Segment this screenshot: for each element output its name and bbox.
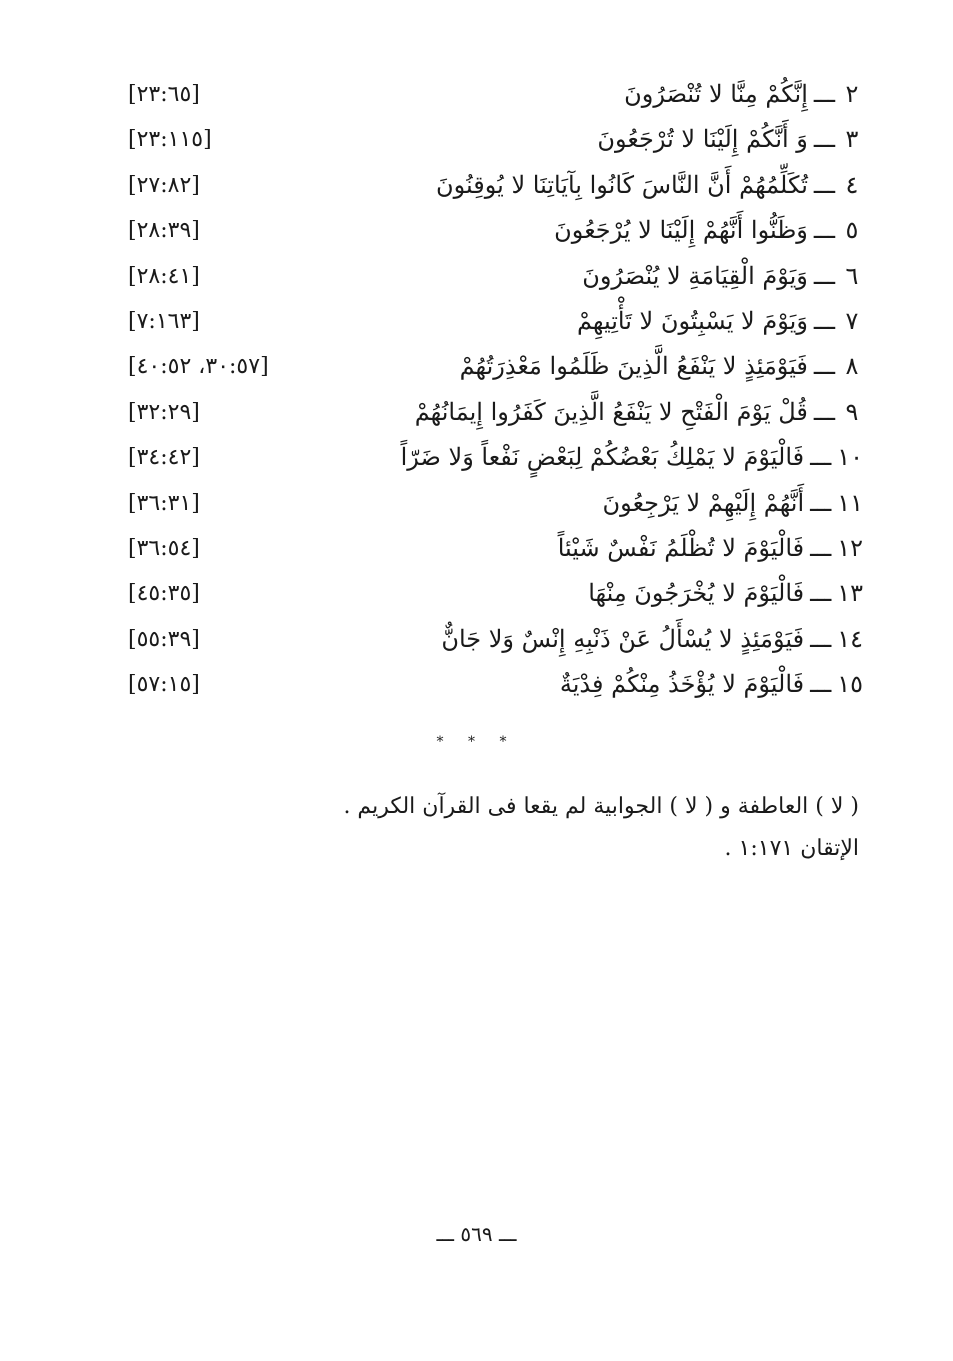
verse-line	[460, 344, 863, 389]
verse-text: فَالْيَوْمَ لا تُظْلَمُ نَفْسٌ شَيْئاً	[557, 533, 805, 562]
verse-reference: [٢٨:٣٩]	[128, 218, 200, 244]
verse-line	[401, 435, 863, 480]
verse-line	[436, 163, 863, 208]
verse-text: تُكَلِّمُهُمْ أَنَّ النَّاسَ كَانُوا بِآيَاتِنَا لا يُوقِنُونَ	[436, 170, 808, 199]
entry-number: ٢	[845, 80, 859, 108]
entry-number: ٥	[845, 216, 859, 245]
entry-number: ٦	[845, 261, 859, 290]
verse-reference: [٢٨:٤١]	[128, 263, 200, 289]
dash: ـــ	[813, 352, 835, 381]
dash: ـــ	[813, 170, 835, 199]
verse-line	[558, 526, 863, 571]
verse-text: فَالْيَوْمَ لا يُؤْخَذُ مِنْكُمْ فِدْيَةٌ	[559, 670, 805, 699]
entry-number: ٤	[845, 170, 859, 199]
verse-reference: [٧:١٦٣]	[128, 308, 200, 334]
verse-text: فَيَوْمَئِذٍ لا يَنْفَعُ الَّذِينَ ظَلَمُوا مَعْذِرَتُهُمْ	[459, 352, 808, 381]
list-item	[128, 163, 863, 208]
verse-reference: [٢٣:٦٥]	[128, 82, 200, 107]
verse-text: وَيَوْمَ لا يَسْبِتُونَ لا تَأْتِيهِمْ	[576, 306, 808, 335]
entry-number: ٨	[845, 352, 859, 381]
dash: ـــ	[813, 397, 835, 426]
verse-reference: [٣٤:٤٢]	[128, 445, 200, 471]
verse-line	[624, 72, 863, 117]
list-item	[128, 254, 863, 299]
verse-reference: [٣٠:٥٧، ٤٠:٥٢]	[128, 354, 269, 380]
dash: ـــ	[810, 443, 832, 472]
list-item	[128, 481, 863, 526]
verse-line	[577, 299, 863, 344]
dash: ـــ	[813, 306, 835, 335]
verse-reference: [٣٢:٢٩]	[128, 399, 200, 425]
verse-reference: [٢٧:٨٢]	[128, 172, 200, 198]
entry-number: ٧	[845, 306, 859, 335]
verse-text: فَيَوْمَئِذٍ لا يُسْأَلُ عَنْ ذَنْبِهِ إِنْسٌ وَلا جَانٌّ	[441, 624, 805, 653]
entry-number: ١١	[837, 488, 863, 517]
verse-reference: [٢٣:١١٥]	[128, 127, 212, 153]
entry-number: ١٢	[837, 533, 863, 562]
dash: ـــ	[810, 488, 832, 517]
entry-number: ١٠	[837, 443, 863, 472]
dash: ـــ	[810, 624, 832, 653]
verse-reference: [٤٥:٣٥]	[128, 581, 200, 607]
entry-number: ١٥	[837, 670, 863, 699]
verse-text: فَالْيَوْمَ لا يُخْرَجُونَ مِنْهَا	[588, 579, 805, 608]
dash: ـــ	[813, 261, 835, 290]
list-item	[128, 617, 863, 662]
list-item	[128, 208, 863, 253]
list-item	[128, 117, 863, 162]
verse-line	[441, 617, 863, 662]
verse-text: وَ أَنَّكُمْ إِلَيْنَا لا تُرْجَعُونَ	[597, 125, 808, 154]
footnote	[343, 786, 859, 870]
entry-number: ٣	[845, 125, 859, 154]
verse-text: أَنَّهُمْ إِلَيْهِمْ لا يَرْجِعُونَ	[602, 488, 805, 517]
verse-text: وَيَوْمَ الْقِيَامَةِ لا يُنْصَرُونَ	[582, 261, 808, 290]
verse-line	[597, 117, 863, 162]
entry-number: ١٣	[837, 579, 863, 608]
verse-reference: [٣٦:٣١]	[128, 490, 200, 516]
list-item	[128, 72, 863, 117]
list-item	[128, 571, 863, 616]
verse-text: وَظَنُّوا أَنَّهُمْ إِلَيْنَا لا يُرْجَعُونَ	[554, 216, 808, 245]
dash: ـــ	[813, 80, 835, 108]
verse-reference: [٥٧:١٥]	[128, 672, 200, 698]
dash: ـــ	[813, 216, 835, 245]
list-item	[128, 299, 863, 344]
verse-line	[415, 390, 863, 435]
verse-line	[582, 254, 863, 299]
section-separator: * * *	[436, 734, 517, 750]
verse-reference: [٣٦:٥٤]	[128, 535, 200, 561]
footnote-line: ( لا ) العاطفة و ( لا ) الجوابية لم يقعا فى القرآن الكريم .	[343, 794, 859, 819]
entry-number: ١٤	[837, 624, 863, 653]
entry-number: ٩	[845, 397, 859, 426]
verse-line	[603, 481, 863, 526]
list-item	[128, 435, 863, 480]
page-number: ـــ ٥٦٩ ـــ	[436, 1222, 517, 1246]
verse-text: قُلْ يَوْمَ الْفَتْحِ لا يَنْفَعُ الَّذِينَ كَفَرُوا إِيمَانُهُمْ	[414, 397, 808, 426]
list-item	[128, 662, 863, 707]
verse-text: فَالْيَوْمَ لا يَمْلِكُ بَعْضُكُمْ لِبَعْضٍ نَفْعاً وَلا ضَرّاً	[400, 443, 805, 472]
dash: ـــ	[810, 670, 832, 699]
list-item	[128, 344, 863, 389]
verse-line	[554, 208, 863, 253]
list-item	[128, 526, 863, 571]
verse-line	[588, 571, 863, 616]
list-item	[128, 390, 863, 435]
dash: ـــ	[813, 125, 835, 154]
verse-reference: [٥٥:٣٩]	[128, 626, 200, 652]
verse-line	[560, 662, 863, 707]
verse-text: إِنَّكُمْ مِنَّا لا تُنْصَرُونَ	[624, 80, 808, 108]
verse-list	[128, 72, 863, 707]
dash: ـــ	[810, 533, 832, 562]
footnote-source: الإتقان ١:١٧١ .	[724, 836, 859, 861]
dash: ـــ	[810, 579, 832, 608]
